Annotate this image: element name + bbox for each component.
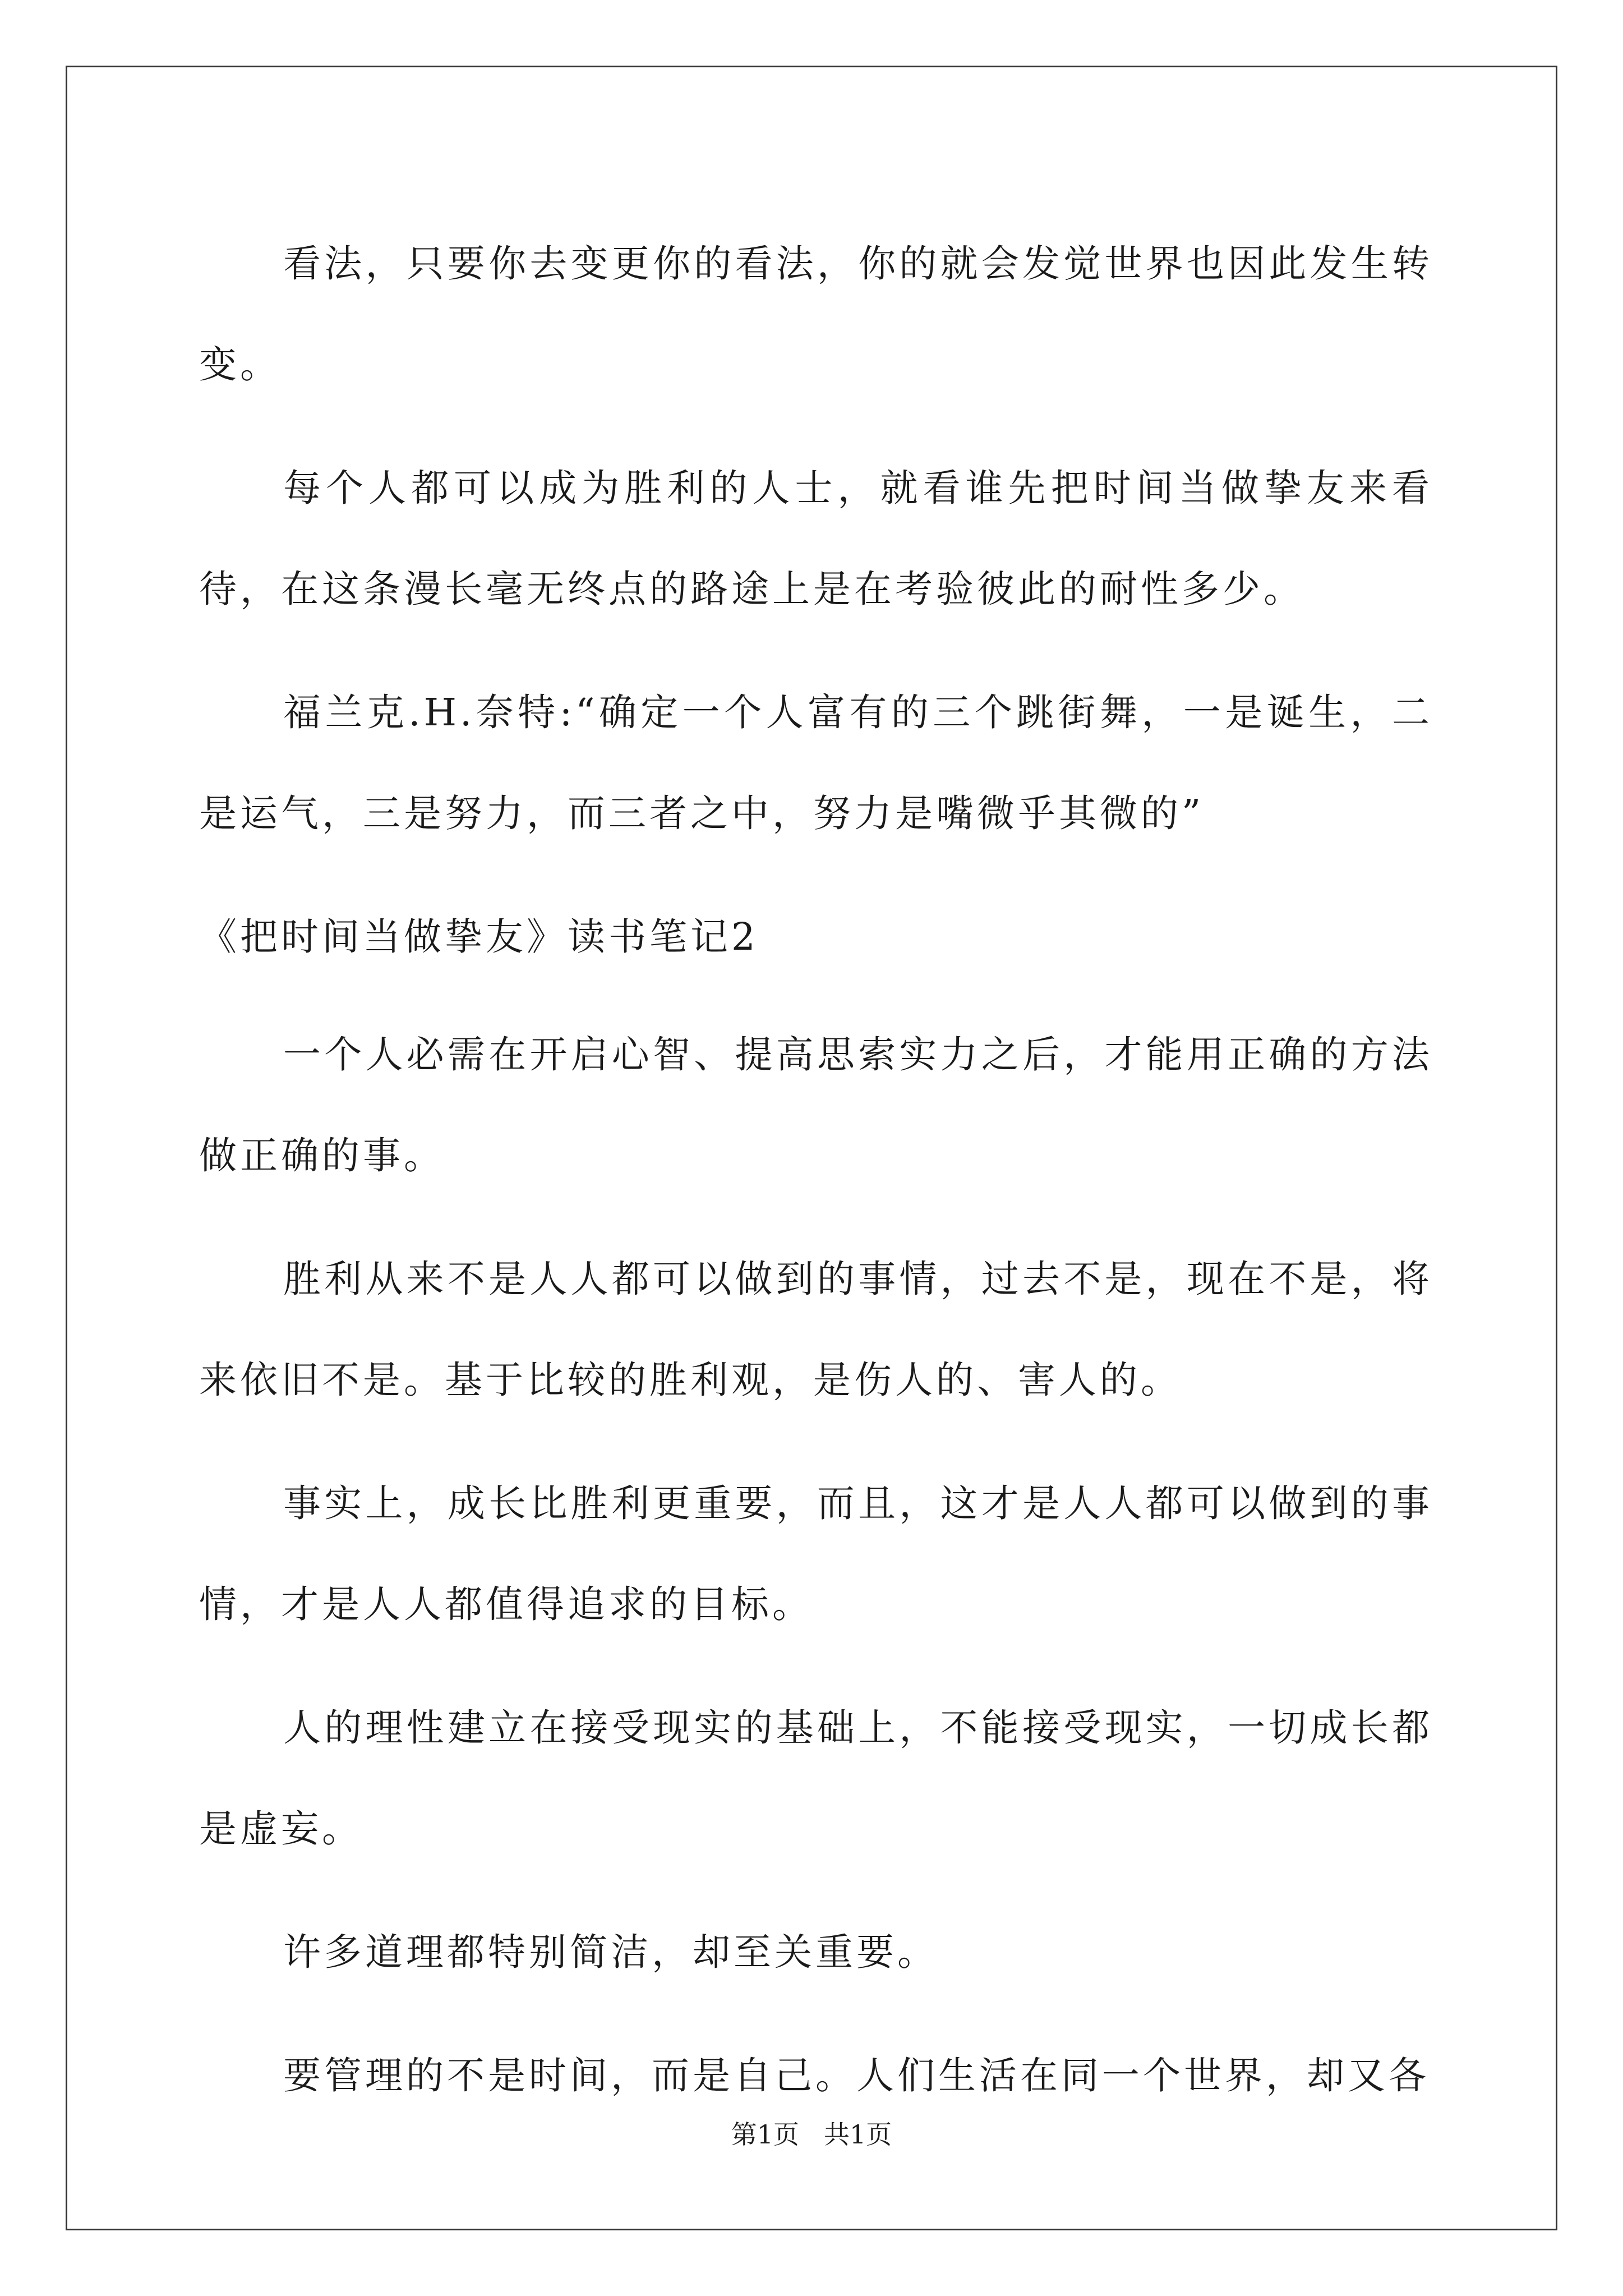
section-heading: 《把时间当做挚友》读书笔记2 xyxy=(199,915,759,959)
paragraph-8: 许多道理都特别简洁，却至关重要。 xyxy=(283,1930,938,1974)
paragraph-5: 胜利从来不是人人都可以做到的事情，过去不是，现在不是，将来依旧不是。基于比较的胜利观，是伤人的、害人的。 xyxy=(199,1257,1433,1402)
paragraph-7: 人的理性建立在接受现实的基础上，不能接受现实，一切成长都是虚妄。 xyxy=(199,1706,1433,1851)
page-number: 第1页 xyxy=(731,2119,800,2150)
page-footer xyxy=(0,2118,1623,2151)
paragraph-3: 福兰克.H.奈特:“确定一个人富有的三个跳街舞，一是诞生，二是运气，三是努力，而三者之中，努力是嘴微乎其微的” xyxy=(199,691,1433,835)
paragraph-2: 每个人都可以成为胜利的人士，就看谁先把时间当做挚友来看待，在这条漫长毫无终点的路途上是在考验彼此的耐性多少。 xyxy=(199,466,1433,611)
paragraph-1: 看法，只要你去变更你的看法，你的就会发觉世界也因此发生转变。 xyxy=(199,242,1433,386)
page-total: 共1页 xyxy=(823,2119,892,2150)
paragraph-4: 一个人必需在开启心智、提高思索实力之后，才能用正确的方法做正确的事。 xyxy=(199,1033,1433,1177)
paragraph-6: 事实上，成长比胜利更重要，而且，这才是人人都可以做到的事情，才是人人都值得追求的目标。 xyxy=(199,1481,1433,1626)
document-body xyxy=(199,213,1433,2148)
paragraph-9: 要管理的不是时间，而是自己。人们生活在同一个世界，却又各 xyxy=(283,2054,1430,2097)
